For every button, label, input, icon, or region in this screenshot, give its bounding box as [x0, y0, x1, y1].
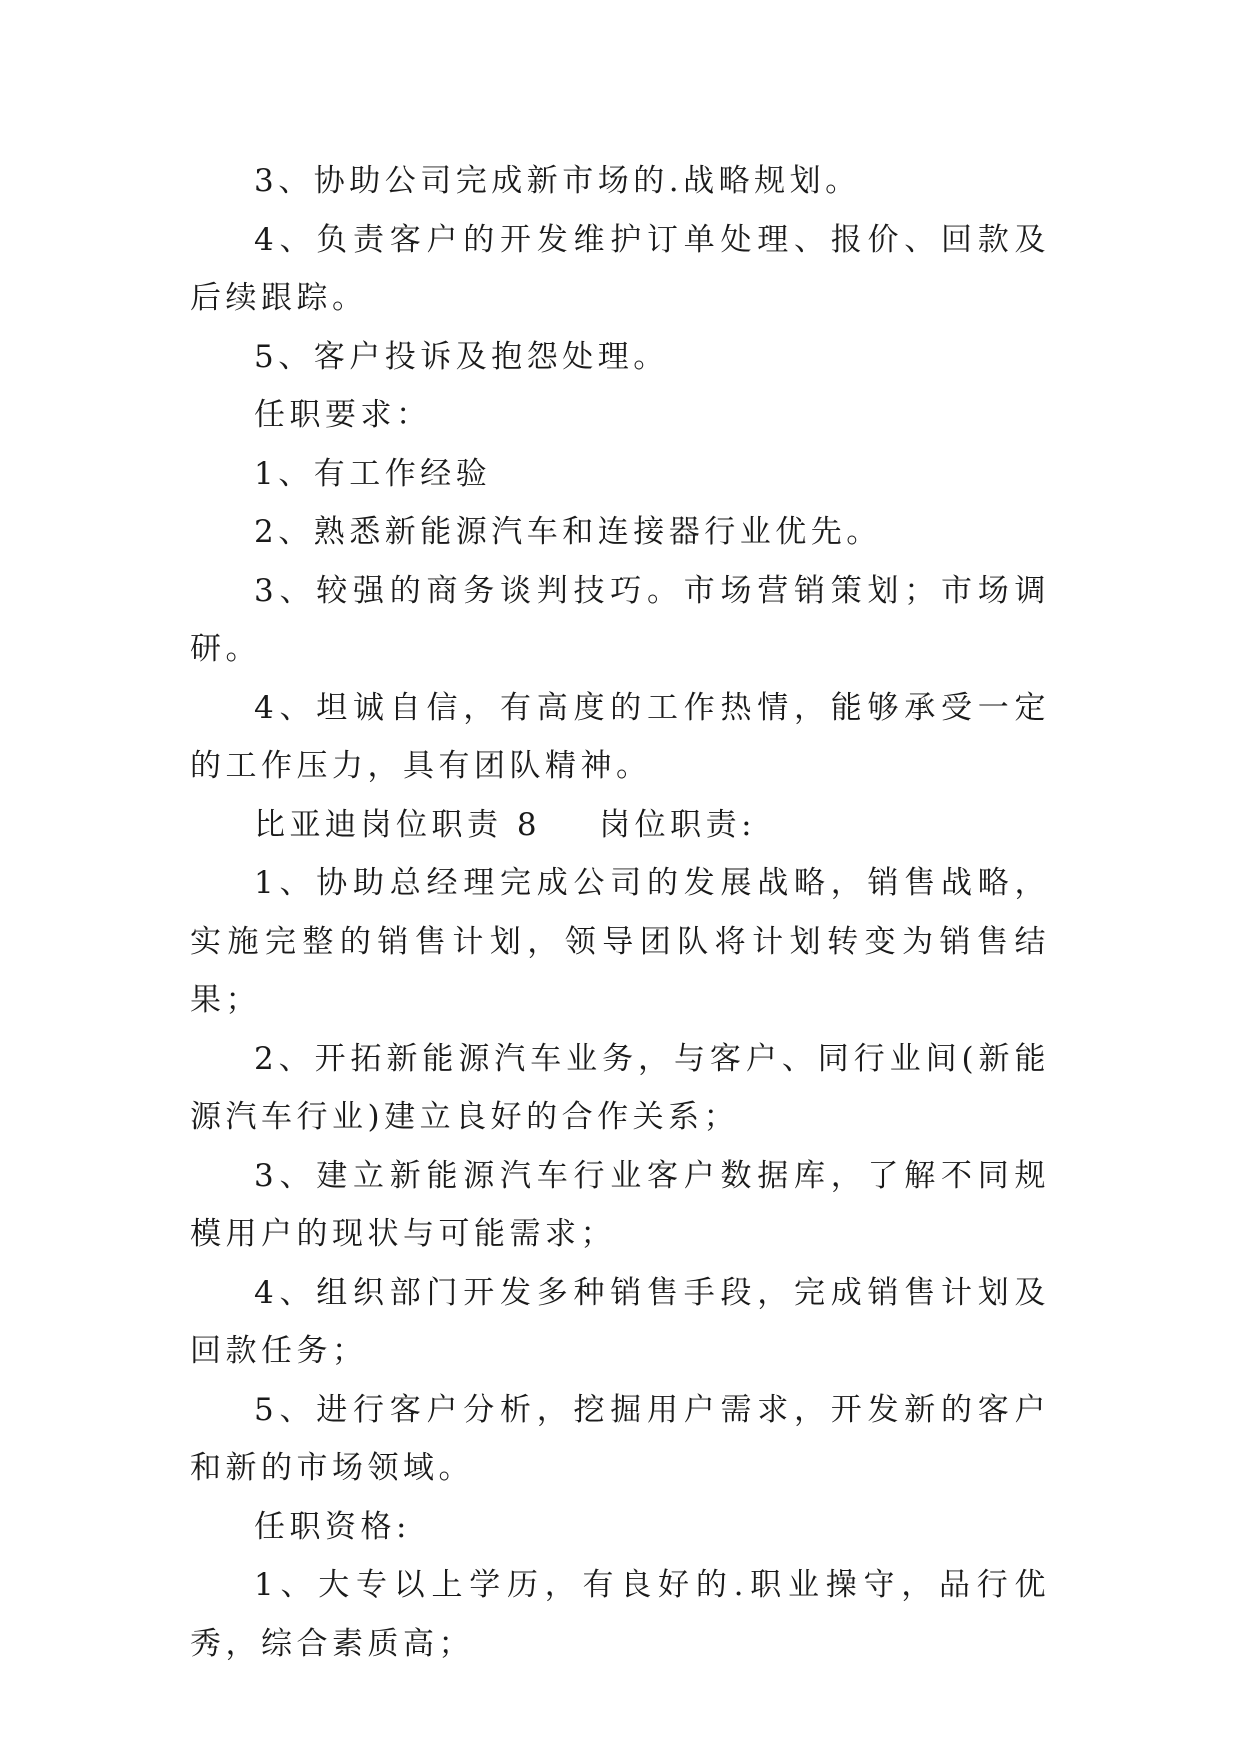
paragraph: 1、大专以上学历，有良好的.职业操守，品行优秀，综合素质高； — [190, 1567, 1050, 1662]
paragraph: 1、有工作经验 — [254, 455, 492, 492]
section-heading — [190, 796, 1050, 855]
paragraph: 3、建立新能源汽车行业客户数据库，了解不同规模用户的现状与可能需求； — [190, 1157, 1050, 1252]
paragraph: 5、客户投诉及抱怨处理。 — [254, 338, 669, 375]
paragraph: 1、协助总经理完成公司的发展战略，销售战略，实施完整的销售计划，领导团队将计划转变为销售结果； — [190, 865, 1050, 1018]
paragraph: 3、较强的商务谈判技巧。市场营销策划；市场调研。 — [190, 572, 1050, 667]
paragraph: 5、进行客户分析，挖掘用户需求，开发新的客户和新的市场领域。 — [190, 1391, 1050, 1486]
paragraph: 任职要求： — [254, 397, 432, 433]
section-subtitle: 岗位职责: — [599, 806, 757, 843]
paragraph: 4、组织部门开发多种销售手段，完成销售计划及回款任务； — [190, 1274, 1050, 1369]
document-body — [190, 152, 1050, 1673]
paragraph: 4、负责客户的开发维护订单处理、报价、回款及后续跟踪。 — [190, 221, 1050, 316]
paragraph: 2、开拓新能源汽车业务，与客户、同行业间(新能源汽车行业)建立良好的合作关系； — [190, 1040, 1050, 1135]
paragraph: 3、协助公司完成新市场的.战略规划。 — [254, 163, 861, 199]
paragraph: 2、熟悉新能源汽车和连接器行业优先。 — [254, 514, 882, 550]
paragraph: 4、坦诚自信，有高度的工作热情，能够承受一定的工作压力，具有团队精神。 — [190, 689, 1050, 784]
paragraph: 任职资格: — [254, 1508, 411, 1545]
section-title: 比亚迪岗位职责 8 — [254, 806, 542, 843]
